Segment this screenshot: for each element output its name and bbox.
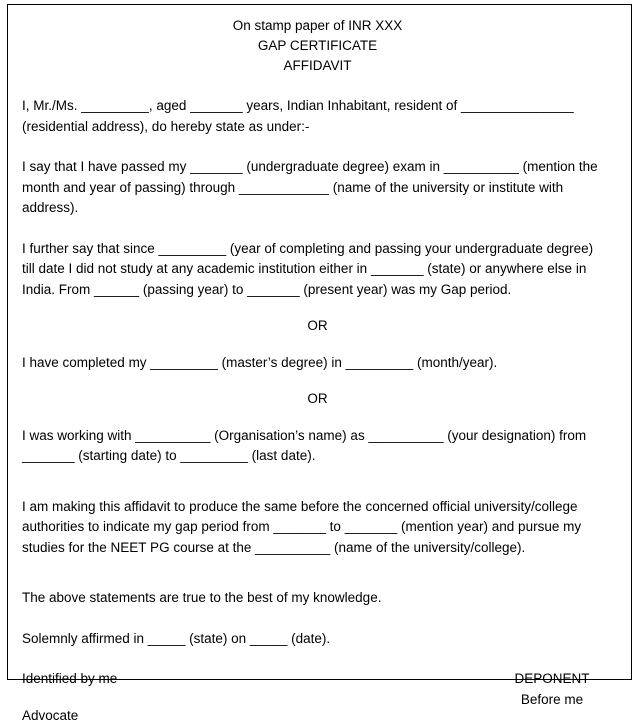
spacer (16, 137, 619, 157)
document-content (8, 5, 631, 679)
spacer (16, 337, 619, 353)
deponent-label: DEPONENT (492, 669, 612, 690)
spacer (16, 76, 619, 96)
identified-by-me-label: Identified by me (22, 669, 117, 690)
header-line-stamp-paper: On stamp paper of INR XXX (16, 16, 619, 36)
header-line-affidavit: AFFIDAVIT (16, 56, 619, 76)
spacer (16, 410, 619, 426)
spacer (16, 300, 619, 316)
paragraph-working-with: I was working with __________ (Organisation’s name) as __________ (your designation) from _______ (starting date) to _________ (last date). (16, 426, 619, 467)
before-me-label: Before me (492, 690, 612, 711)
paragraph-truth-statement: The above statements are true to the best of my knowledge. (16, 588, 619, 609)
document-header (16, 16, 619, 76)
paragraph-passed-exam: I say that I have passed my _______ (undergraduate degree) exam in __________ (mention the month and year of passing) through ____________ (name of the university or institute with address). (16, 157, 619, 219)
spacer (16, 373, 619, 389)
or-separator-first: OR (16, 316, 619, 337)
spacer (16, 649, 619, 669)
paragraph-solemnly-affirmed: Solemnly affirmed in _____ (state) on _____ (date). (16, 629, 619, 650)
paragraph-masters-degree: I have completed my _________ (master’s degree) in _________ (month/year). (16, 353, 619, 374)
deponent-block (492, 669, 612, 710)
header-line-gap-certificate: GAP CERTIFICATE (16, 36, 619, 56)
paragraph-intro: I, Mr./Ms. _________, aged _______ years, Indian Inhabitant, resident of _______________ (residential address), do hereby state as under:- (16, 96, 619, 137)
advocate-label: Advocate (16, 706, 619, 726)
spacer (16, 558, 619, 588)
or-separator-second: OR (16, 389, 619, 410)
spacer (16, 609, 619, 629)
affidavit-document (7, 4, 632, 680)
spacer (16, 219, 619, 239)
paragraph-gap-period: I further say that since _________ (year of completing and passing your undergraduate degree) till date I did not study at any academic institution either in _______ (state) or anywhere else in India. From ______ (passing year) to _______ (present year) was my Gap period. (16, 239, 619, 301)
spacer (16, 467, 619, 497)
signature-row (16, 669, 619, 690)
paragraph-affidavit-purpose: I am making this affidavit to produce the same before the concerned official university/college authorities to indicate my gap period from _______ to _______ (mention year) and pursue my studies for the NEET PG course at the __________ (name of the university/college). (16, 497, 619, 559)
